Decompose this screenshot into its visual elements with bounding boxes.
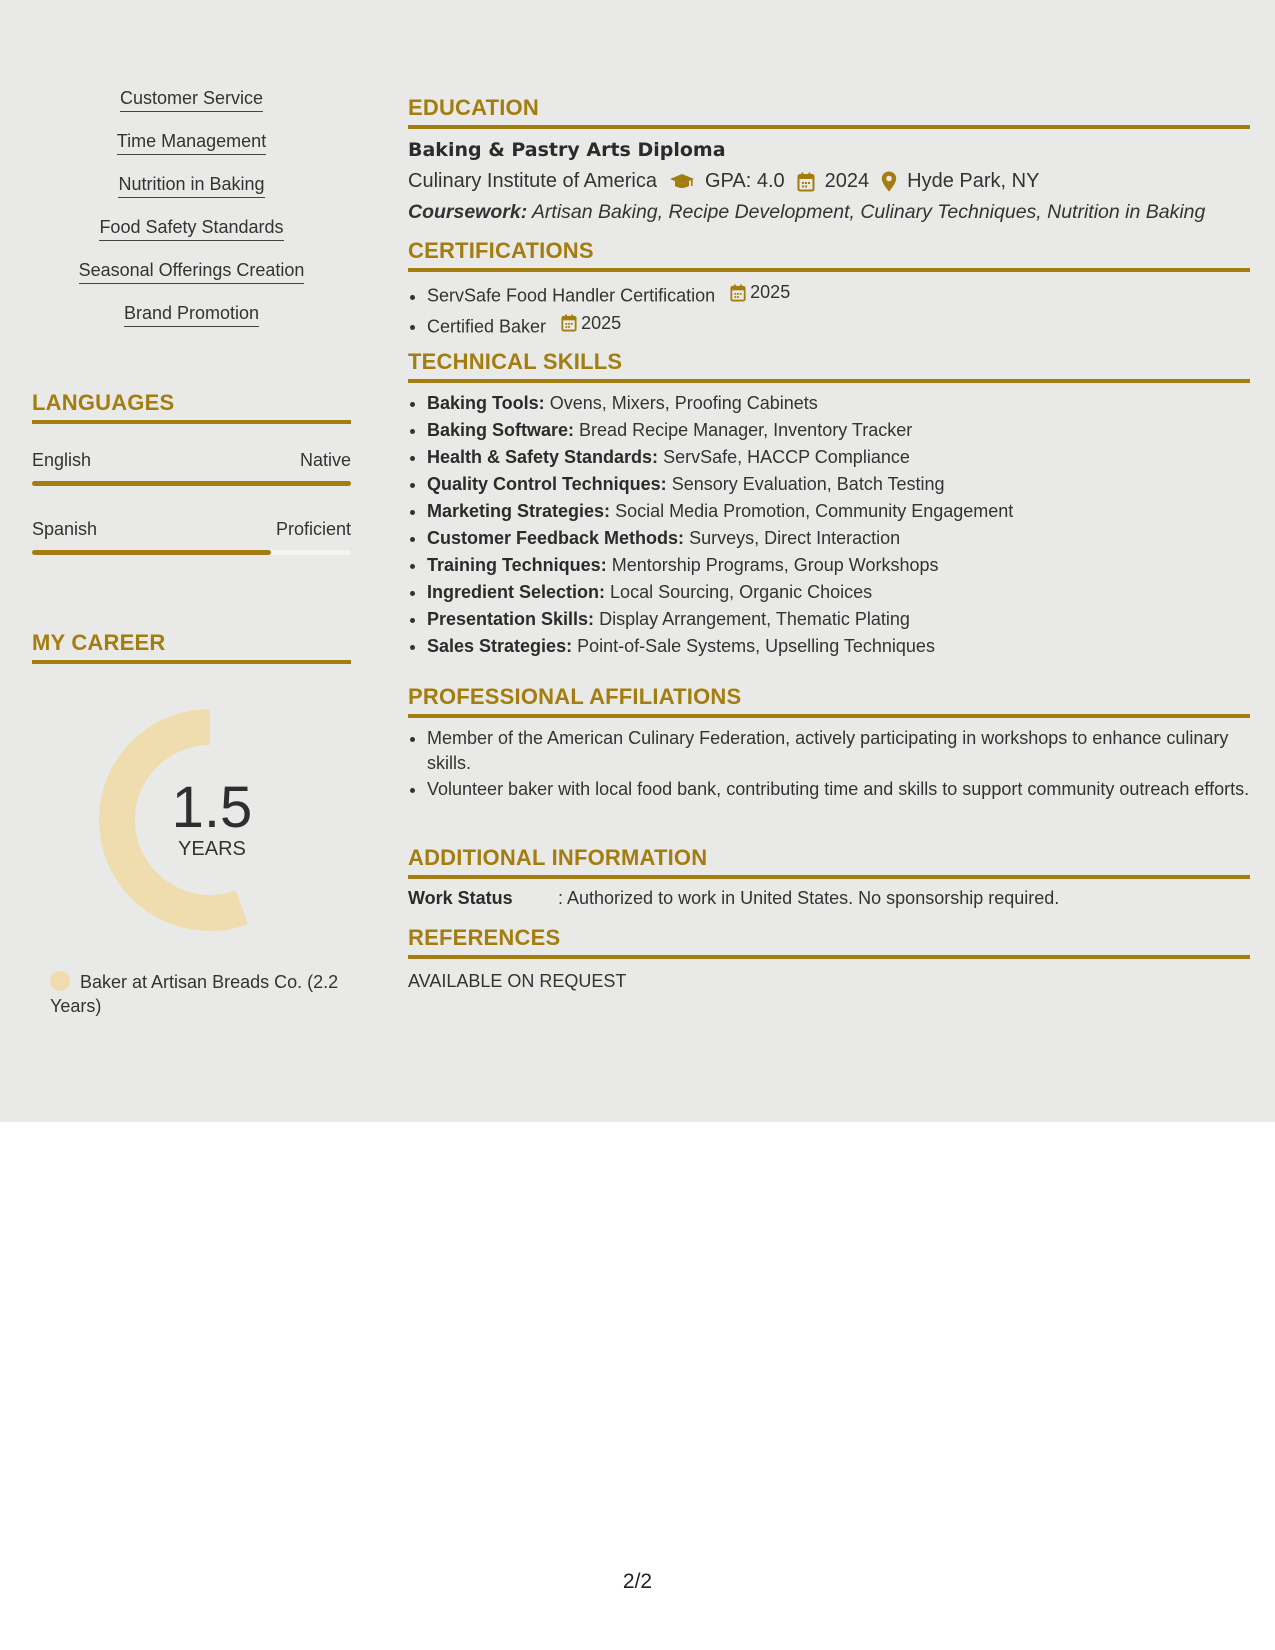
certification-name: ServSafe Food Handler Certification [427,285,716,306]
list-item [427,444,1250,471]
graduation-year: 2024 [824,170,870,192]
skill-value: ServSafe, HACCP Compliance [663,447,910,467]
skill-tag: Customer Service [120,86,263,112]
page-number: 2/2 [622,1570,653,1593]
career-years-unit: YEARS [178,838,246,860]
certifications-section [408,238,1250,340]
career-total [132,775,292,861]
graduation-cap-icon [669,173,695,191]
skill-value: Social Media Promotion, Community Engagement [615,501,1014,521]
language-row-english [32,450,351,486]
career-heading: MY CAREER [32,630,351,664]
skill-value: Point-of-Sale Systems, Upselling Techniques [577,636,935,656]
language-bar [32,481,351,486]
education-section [408,95,1250,224]
language-level: Native [299,450,351,470]
legend-dot [50,971,70,991]
skill-tag: Time Management [117,129,266,155]
skill-label: Quality Control Techniques: [427,474,667,494]
language-bar-fill [32,481,351,486]
coursework-label: Coursework: [408,201,528,223]
technical-skills-section [408,349,1250,660]
list-item [427,390,1250,417]
career-years-number: 1.5 [171,775,253,840]
references-section [408,925,1250,992]
skill-label: Ingredient Selection: [427,582,606,602]
language-name: Spanish [32,519,98,539]
skill-label: Baking Software: [427,420,575,440]
certification-year: 2025 [581,312,622,333]
skill-tag: Food Safety Standards [99,215,283,241]
school-location: Hyde Park, NY [907,170,1040,192]
skill-label: Sales Strategies: [427,636,573,656]
skill-label: Customer Feedback Methods: [427,528,685,548]
skill-value: Bread Recipe Manager, Inventory Tracker [579,420,913,440]
skill-tag: Seasonal Offerings Creation [79,258,305,284]
list-item [427,633,1250,660]
skill-value: Mentorship Programs, Group Workshops [611,555,939,575]
list-item [427,525,1250,552]
language-bar [32,550,351,555]
list-item [427,310,1250,341]
career-legend-text: Baker at Artisan Breads Co. (2.2 Years) [50,972,339,1016]
skill-value: Display Arrangement, Thematic Plating [599,609,910,629]
language-row-spanish [32,519,351,555]
list-item [427,606,1250,633]
skill-value: Ovens, Mixers, Proofing Cabinets [549,393,818,413]
work-status-value: : Authorized to work in United States. No sponsorship required. [558,888,1060,908]
list-item: • Volunteer baker with local food bank, contributing time and skills to support community outreach efforts. [427,777,1250,802]
coursework [408,201,1250,224]
section-heading: TECHNICAL SKILLS [408,349,1250,383]
section-heading: PROFESSIONAL AFFILIATIONS [408,684,1250,718]
language-bar-fill [32,550,271,555]
calendar-icon [730,284,746,302]
school-name: Culinary Institute of America [408,170,657,192]
gpa: GPA: 4.0 [705,170,785,192]
technical-skills-list [408,390,1250,660]
skill-tags [32,86,351,344]
language-name: English [32,450,92,470]
affiliations-list [408,726,1250,802]
section-heading: REFERENCES [408,925,1250,959]
calendar-icon [797,172,815,192]
languages-heading: LANGUAGES [32,390,351,424]
list-item: • Member of the American Culinary Federation, actively participating in workshops to enhance culinary skills. [427,726,1250,776]
list-item [427,471,1250,498]
list-item [427,417,1250,444]
skill-label: Baking Tools: [427,393,545,413]
list-item [427,498,1250,525]
language-level: Proficient [275,519,351,539]
list-item [427,579,1250,606]
coursework-list: Artisan Baking, Recipe Development, Culinary Techniques, Nutrition in Baking [531,201,1206,223]
education-meta [408,170,1250,193]
additional-info-section [408,845,1250,909]
skill-value: Local Sourcing, Organic Choices [610,582,873,602]
work-status-row [408,888,1250,909]
skill-label: Presentation Skills: [427,609,595,629]
calendar-icon [561,314,577,332]
skill-tag: Nutrition in Baking [118,172,264,198]
work-status-label: Work Status [408,888,513,908]
certification-year: 2025 [750,282,791,302]
certifications-list [408,279,1250,340]
skill-label: Health & Safety Standards: [427,447,659,467]
degree-title: Baking & Pastry Arts Diploma [408,139,726,161]
certification-date [561,310,621,337]
list-item [427,279,1250,310]
affiliations-section [408,684,1250,803]
references-text: AVAILABLE ON REQUEST [408,971,627,991]
skill-value: Sensory Evaluation, Batch Testing [671,474,945,494]
skill-label: Training Techniques: [427,555,607,575]
list-item [427,552,1250,579]
skill-tag: Brand Promotion [124,301,259,327]
location-pin-icon [881,171,897,192]
skill-label: Marketing Strategies: [427,501,611,521]
section-heading: ADDITIONAL INFORMATION [408,845,1250,879]
section-heading: CERTIFICATIONS [408,238,1250,272]
section-heading: EDUCATION [408,95,1250,129]
career-legend-item [50,970,350,1018]
certification-name: Certified Baker [427,316,547,336]
skill-value: Surveys, Direct Interaction [689,528,901,548]
certification-date [730,279,790,306]
career-donut-chart [32,700,351,940]
